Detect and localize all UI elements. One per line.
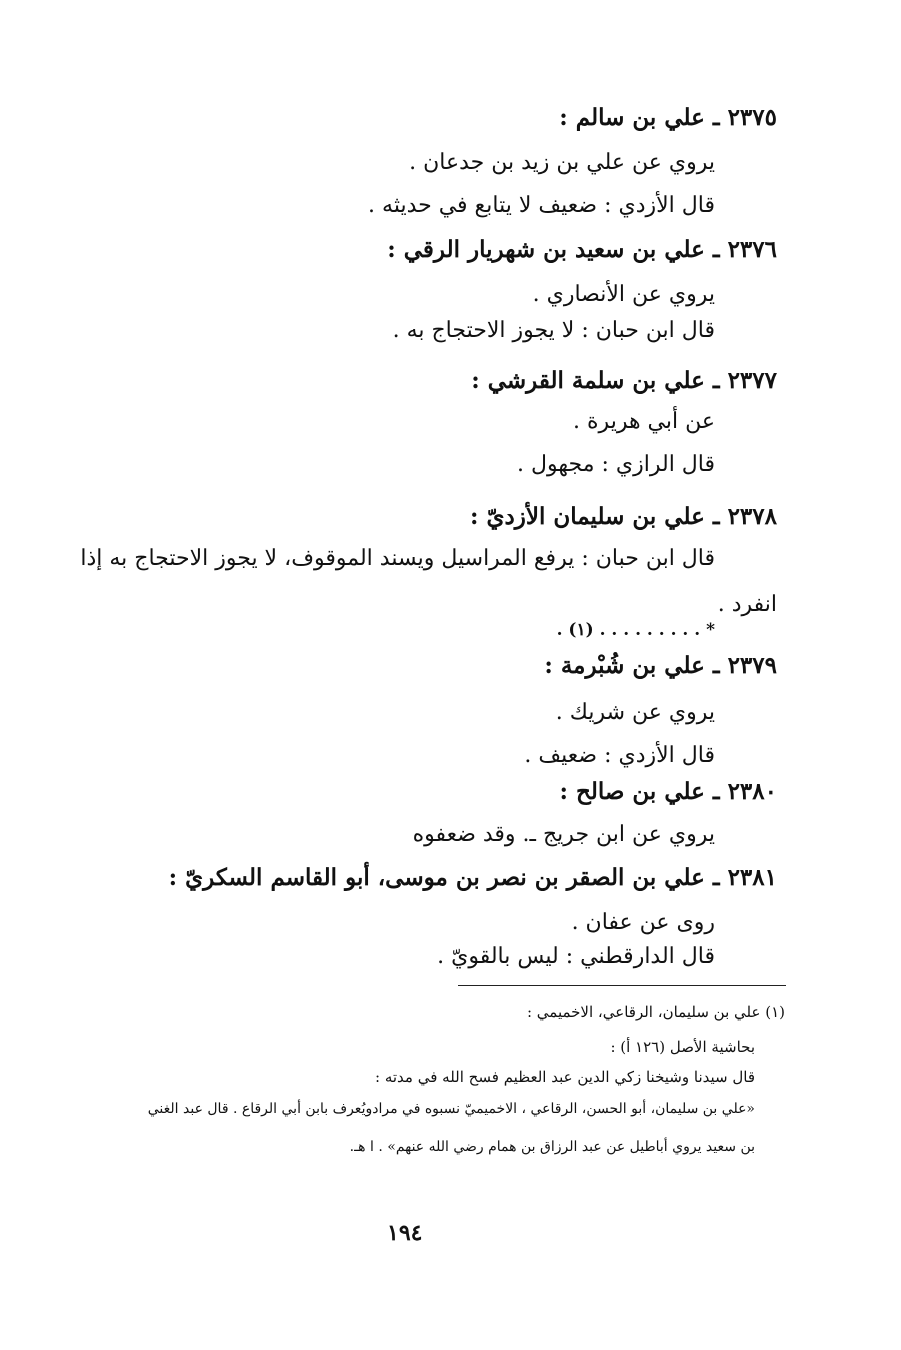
entry-line: يروي عن علي بن زيد بن جدعان . (409, 150, 715, 175)
footnote-separator (458, 985, 786, 986)
entry-line: يروي عن ابن جريج ـ. وقد ضعفوه (412, 822, 715, 847)
entry-line: انفرد . (717, 592, 777, 617)
entry-line: يروي عن شريك . (555, 700, 715, 725)
entry-heading: ٢٣٧٦ ـ علي بن سعيد بن شهريار الرقي : (387, 236, 777, 263)
entry-line: قال الرازي : مجهول . (517, 452, 715, 477)
entry-line: قال الدارقطني : ليس بالقويّ . (437, 944, 715, 969)
entry-heading: ٢٣٧٩ ـ علي بن شُبْرمة : (544, 652, 777, 679)
entry-heading: ٢٣٨٠ ـ علي بن صالح : (559, 778, 777, 805)
entry-line: روى عن عفان . (571, 910, 715, 935)
entry-line: قال الأزدي : ضعيف . (524, 743, 715, 768)
footnote-line: قال سيدنا وشيخنا زكي الدين عبد العظيم فسح الله في مدته : (375, 1068, 755, 1086)
footnote-line: بن سعيد يروي أباطيل عن عبد الرزاق بن همام رضي الله عنهم» . ا هـ. (349, 1139, 755, 1155)
page-number: ١٩٤ (387, 1220, 423, 1246)
entry-heading: ٢٣٧٨ ـ علي بن سليمان الأزديّ : (470, 503, 777, 530)
footnote-line: (١) علي بن سليمان، الرقاعي، الاخميمي : (526, 1003, 785, 1021)
entry-heading: ٢٣٧٧ ـ علي بن سلمة القرشي : (471, 367, 777, 394)
entry-line: عن أبي هريرة . (573, 409, 715, 434)
footnote-line: بحاشية الأصل (١٢٦ أ) : (610, 1038, 755, 1056)
entry-line: قال ابن حبان : يرفع المراسيل ويسند الموقوف، لا يجوز الاحتجاج به إذا (80, 546, 715, 571)
ellipsis-line: * . . . . . . . . . (١) . (556, 620, 715, 640)
entry-heading: ٢٣٧٥ ـ علي بن سالم : (559, 104, 777, 131)
entry-heading: ٢٣٨١ ـ علي بن الصقر بن نصر بن موسى، أبو القاسم السكريّ : (168, 864, 777, 891)
footnote-line: «علي بن سليمان، أبو الحسن، الرقاعي ، الاخميميّ نسبوه في مرادويُعرف بابن أبي الرقاع . قال عبد الغني (147, 1101, 755, 1117)
entry-line: قال ابن حبان : لا يجوز الاحتجاج به . (392, 318, 715, 343)
entry-line: قال الأزدي : ضعيف لا يتابع في حديثه . (368, 193, 715, 218)
entry-line: يروي عن الأنصاري . (532, 282, 715, 307)
